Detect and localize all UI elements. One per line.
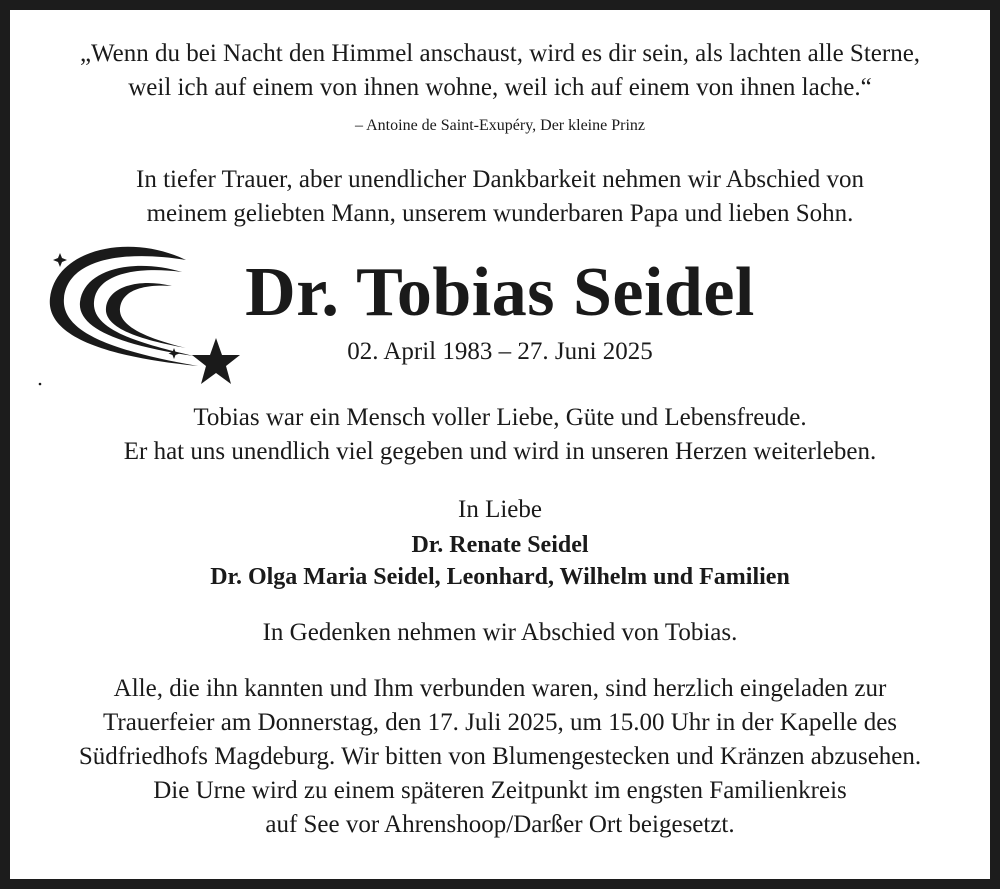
life-dates: 02. April 1983 – 27. Juni 2025 — [347, 338, 653, 365]
signature-line-2: Dr. Olga Maria Seidel, Leonhard, Wilhelm und Familien — [210, 564, 790, 590]
funeral-line-3: Südfriedhofs Magdeburg. Wir bitten von Blumengestecken und Kränzen abzusehen. — [78, 743, 922, 770]
intro-line-2: meinem geliebten Mann, unserem wunderbaren Papa und lieben Sohn. — [146, 200, 854, 227]
tribute-line-2: Er hat uns unendlich viel gegeben und wird in unseren Herzen weiterleben. — [123, 438, 877, 465]
quote-line-2: weil ich auf einem von ihnen wohne, weil ich auf einem von ihnen lache.“ — [128, 74, 872, 101]
funeral-line-1: Alle, die ihn kannten und Ihm verbunden waren, sind herzlich eingeladen zur — [113, 675, 887, 702]
funeral-line-2: Trauerfeier am Donnerstag, den 17. Juli 2025, um 15.00 Uhr in der Kapelle des — [102, 709, 898, 736]
remembrance-text: In Gedenken nehmen wir Abschied von Tobias. — [262, 619, 738, 646]
deceased-name: Dr. Tobias Seidel — [245, 254, 755, 331]
signature-line-1: Dr. Renate Seidel — [411, 532, 589, 558]
quote-source: – Antoine de Saint-Exupéry, Der kleine Prinz — [355, 117, 645, 134]
funeral-line-4: Die Urne wird zu einem späteren Zeitpunkt im engsten Familienkreis — [153, 777, 847, 804]
quote-line-1: „Wenn du bei Nacht den Himmel anschaust, wird es dir sein, als lachten alle Sterne, — [79, 40, 921, 67]
funeral-line-5: auf See vor Ahrenshoop/Darßer Ort beigesetzt. — [265, 811, 735, 838]
intro-line-1: In tiefer Trauer, aber unendlicher Dankbarkeit nehmen wir Abschied von — [136, 166, 864, 193]
tribute-line-1: Tobias war ein Mensch voller Liebe, Güte und Lebensfreude. — [193, 404, 807, 431]
signatures-heading: In Liebe — [458, 496, 542, 523]
